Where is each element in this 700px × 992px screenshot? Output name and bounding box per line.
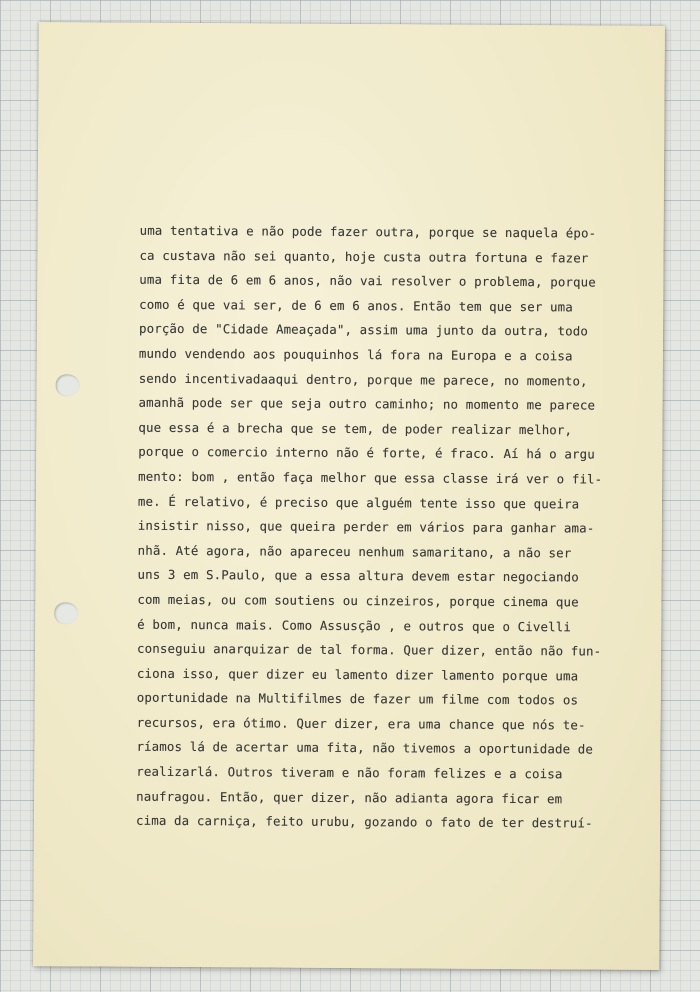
text-line: porque o comercio interno não é forte, é fraco. Aí há o argu bbox=[138, 444, 595, 462]
text-line: ciona isso, quer dizer eu lamento dizer lamento porque uma bbox=[136, 665, 579, 684]
text-line: oportunidade na Multifilmes de fazer um filme com todos os bbox=[136, 689, 579, 708]
text-line: sendo incentivadaaqui dentro, porque me parece, no momento, bbox=[138, 370, 588, 389]
text-line: porção de "Cidade Ameaçada", assim uma junto da outra, todo bbox=[138, 321, 589, 339]
text-line: nhã. Até agora, não apareceu nenhum samaritano, a não ser bbox=[137, 542, 572, 561]
text-line: que essa é a brecha que se tem, de poder realizar melhor, bbox=[138, 419, 573, 438]
text-line: com meias, ou com soutiens ou cinzeiros, porque cinema que bbox=[137, 591, 579, 610]
text-line: naufragou. Então, quer dizer, não adianta agora ficar em bbox=[136, 788, 563, 806]
text-line: mundo vendendo aos pouquinhos lá fora na Europa e a coisa bbox=[138, 345, 573, 364]
text-line: me. É relativo, é preciso que alguém tente isso que queira bbox=[137, 493, 580, 511]
typed-text bbox=[136, 219, 640, 837]
text-line: uma tentativa e não pode fazer outra, porque se naquela épo- bbox=[139, 222, 597, 241]
text-line: realizarlá. Outros tiveram e não foram felizes e a coisa bbox=[136, 763, 563, 782]
typed-page bbox=[33, 22, 665, 970]
text-line: é bom, nunca mais. Como Assusção , e outros que o Civelli bbox=[137, 616, 572, 634]
text-line: insistir nisso, que queira perder em vários para ganhar ama- bbox=[137, 517, 595, 536]
text-line: conseguiu anarquizar de tal forma. Quer dizer, então não fun- bbox=[137, 640, 602, 659]
text-line: ca custava não sei quanto, hoje custa outra fortuna e fazer bbox=[139, 247, 589, 266]
text-line: ríamos lá de acertar uma fita, não tivemos a oportunidade de bbox=[136, 739, 594, 757]
text-line: amanhã pode ser que seja outro caminho; no momento me parece bbox=[138, 394, 596, 413]
text-line: uma fita de 6 em 6 anos, não vai resolver o problema, porque bbox=[139, 271, 596, 290]
text-line: cima da carniça, feito urubu, gozando o fato de ter destruí- bbox=[135, 812, 593, 831]
text-line: recursos, era ótimo. Quer dizer, era uma chance que nós te- bbox=[136, 714, 586, 733]
punch-hole bbox=[56, 374, 80, 396]
text-line: como é que vai ser, de 6 em 6 anos. Então tem que ser uma bbox=[139, 296, 573, 315]
text-line: mento: bom , então faça melhor que essa classe irá ver o fil- bbox=[138, 468, 603, 487]
text-line: uns 3 em S.Paulo, que a essa altura devem estar negociando bbox=[137, 567, 579, 585]
punch-hole bbox=[54, 602, 78, 624]
